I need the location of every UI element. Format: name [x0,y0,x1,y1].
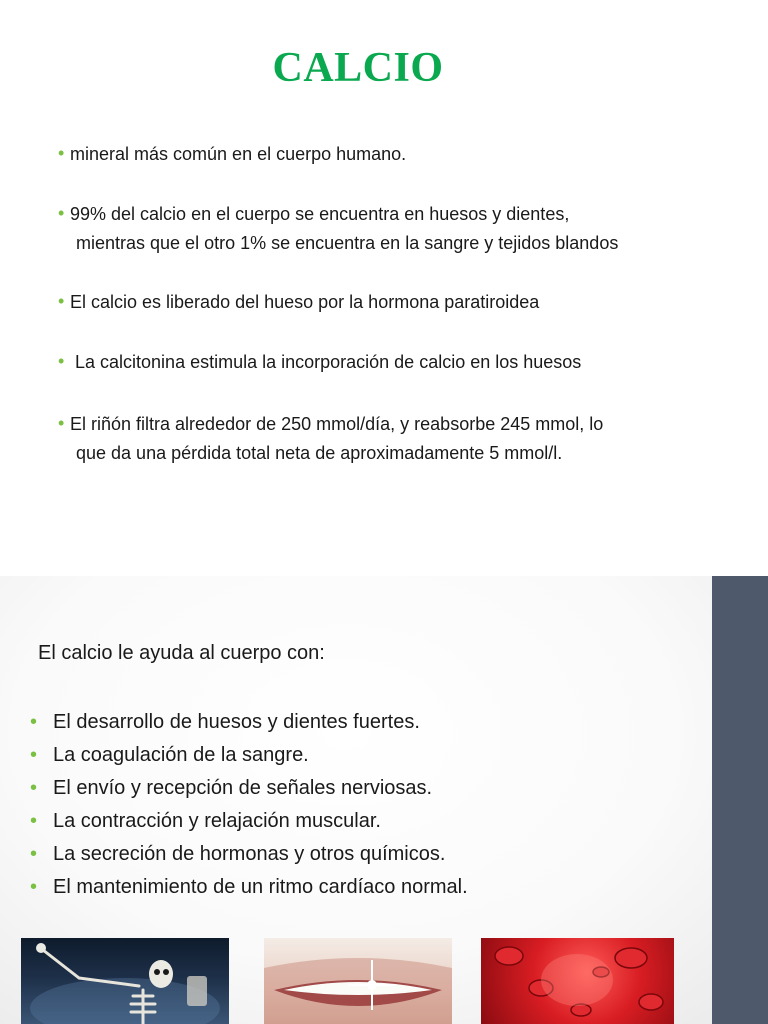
bullet-item: • La calcitonina estimula la incorporación de calcio en los huesos [58,348,698,377]
skeleton-photo [21,938,229,1024]
bullet-item: • 99% del calcio en el cuerpo se encuentra en huesos y dientes, mientras que el otro 1% se encuentra en la sangre y tejidos blandos [58,200,698,258]
teeth-smile-photo [264,938,452,1024]
list-item: • El desarrollo de huesos y dientes fuertes. [30,706,468,739]
bullet-dot: • [30,876,38,898]
bullet-item: • mineral más común en el cuerpo humano. [58,140,698,169]
blood-cells-photo [481,938,674,1024]
bullet-dot: • [58,291,65,311]
bullet-dot: • [58,143,65,163]
slide-title: CALCIO [272,45,444,91]
slide-sidebar-bar [712,576,768,1024]
list-item: • La contracción y relajación muscular. [30,805,468,838]
bullet-item: • El calcio es liberado del hueso por la hormona paratiroidea [58,288,698,317]
bullet-item: • El riñón filtra alrededor de 250 mmol/día, y reabsorbe 245 mmol, lo que da una pérdida total neta de aproximadamente 5 mmol/l. [58,410,698,468]
list-item: • La secreción de hormonas y otros químicos. [30,838,468,871]
list-item: • El mantenimiento de un ritmo cardíaco normal. [30,871,468,904]
bullet-dot: • [30,744,38,766]
bullet-dot: • [58,413,65,433]
bullet-dot: • [30,810,38,832]
list-item: • La coagulación de la sangre. [30,739,468,772]
intro-text: El calcio le ayuda al cuerpo con: [38,642,325,664]
benefits-list [30,706,468,904]
bullet-dot: • [30,711,38,733]
bullet-dot: • [30,777,38,799]
list-item: • El envío y recepción de señales nerviosas. [30,772,468,805]
bullet-dot: • [30,843,38,865]
bullet-dot: • [58,203,65,223]
slide-beneficios [0,576,768,1024]
bullet-dot: • [58,351,65,371]
